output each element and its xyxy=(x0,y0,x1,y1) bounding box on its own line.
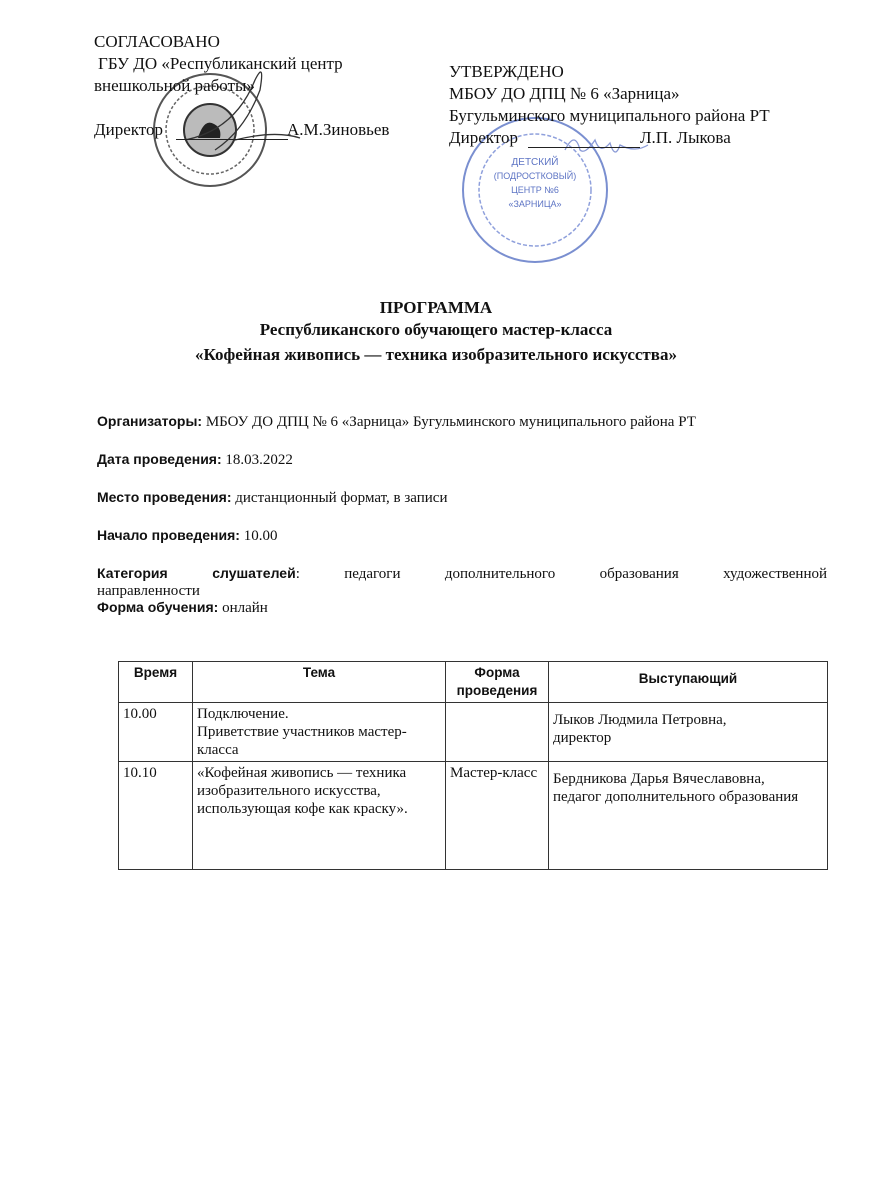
cell-speaker: Бердникова Дарья Вячеславовна, педагог дополнительного образования xyxy=(549,762,828,870)
approval-left-heading: СОГЛАСОВАНО xyxy=(94,32,220,51)
signature-line-right xyxy=(528,147,640,148)
approval-right-org: МБОУ ДО ДПЦ № 6 «Зарница» xyxy=(449,84,680,103)
stamp-line: ДЕТСКИЙ xyxy=(511,157,559,168)
approval-right-heading: УТВЕРЖДЕНО xyxy=(449,62,564,81)
header-time: Время xyxy=(119,662,193,703)
stamp-line: ЦЕНТР №6 xyxy=(511,185,559,195)
approval-left-name: А.М.Зиновьев xyxy=(287,120,390,139)
field-value: МБОУ ДО ДПЦ № 6 «Зарница» Бугульминского муниципального района РТ xyxy=(202,414,696,430)
signature-line-left xyxy=(176,139,288,140)
header-form: Форма проведения xyxy=(446,662,549,703)
field-value: 10.00 xyxy=(239,528,278,544)
field-value: : педагоги дополнительного образования художественной направленности xyxy=(97,566,827,599)
approval-left-role: Директор xyxy=(94,120,163,139)
cell-time: 10.00 xyxy=(119,703,193,762)
field-organizers xyxy=(97,413,696,431)
schedule-table xyxy=(118,661,828,870)
field-label: Форма обучения: xyxy=(97,599,219,615)
field-audience xyxy=(97,565,827,600)
cell-topic: «Кофейная живопись — техника изобразительного искусства, использующая кофе как краску». xyxy=(193,762,446,870)
table-row xyxy=(119,762,828,870)
table-header-row xyxy=(119,662,828,703)
signature-left xyxy=(175,60,305,160)
field-label: Организаторы: xyxy=(97,413,203,429)
field-date xyxy=(97,451,293,469)
approval-left-org: ГБУ ДО «Республиканский центр xyxy=(98,54,343,73)
field-format xyxy=(97,599,268,617)
cell-form: Мастер-класс xyxy=(446,762,549,870)
field-value: дистанционный формат, в записи xyxy=(231,490,448,506)
approval-right-role: Директор xyxy=(449,128,518,147)
cell-speaker: Лыков Людмила Петровна, директор xyxy=(549,703,828,762)
title-line: «Кофейная живопись — техника изобразительного искусства» xyxy=(195,345,677,364)
cell-topic: Подключение. Приветствие участников мастер-класса xyxy=(193,703,446,762)
field-value: 18.03.2022 xyxy=(221,452,293,468)
stamp-line: «ЗАРНИЦА» xyxy=(508,199,562,209)
stamp-line: (ПОДРОСТКОВЫЙ) xyxy=(493,171,577,181)
field-label: Начало проведения: xyxy=(97,527,240,543)
table-row xyxy=(119,703,828,762)
document-title xyxy=(0,297,872,366)
field-label: Место проведения: xyxy=(97,489,232,505)
approval-right-org2: Бугульминского муниципального района РТ xyxy=(449,106,770,125)
field-value: онлайн xyxy=(218,600,268,616)
signature-right xyxy=(560,125,650,165)
field-label: Дата проведения: xyxy=(97,451,222,467)
cell-time: 10.10 xyxy=(119,762,193,870)
cell-form xyxy=(446,703,549,762)
approval-left-org2: внешкольной работы» xyxy=(94,76,255,95)
title-line: ПРОГРАММА xyxy=(379,298,493,317)
field-place xyxy=(97,489,448,507)
approval-right-name: Л.П. Лыкова xyxy=(640,128,731,147)
title-line: Республиканского обучающего мастер-класса xyxy=(259,320,613,339)
header-speaker: Выступающий xyxy=(549,662,828,703)
field-label: Категория слушателей xyxy=(97,565,296,581)
header-topic: Тема xyxy=(193,662,446,703)
field-start xyxy=(97,527,277,545)
